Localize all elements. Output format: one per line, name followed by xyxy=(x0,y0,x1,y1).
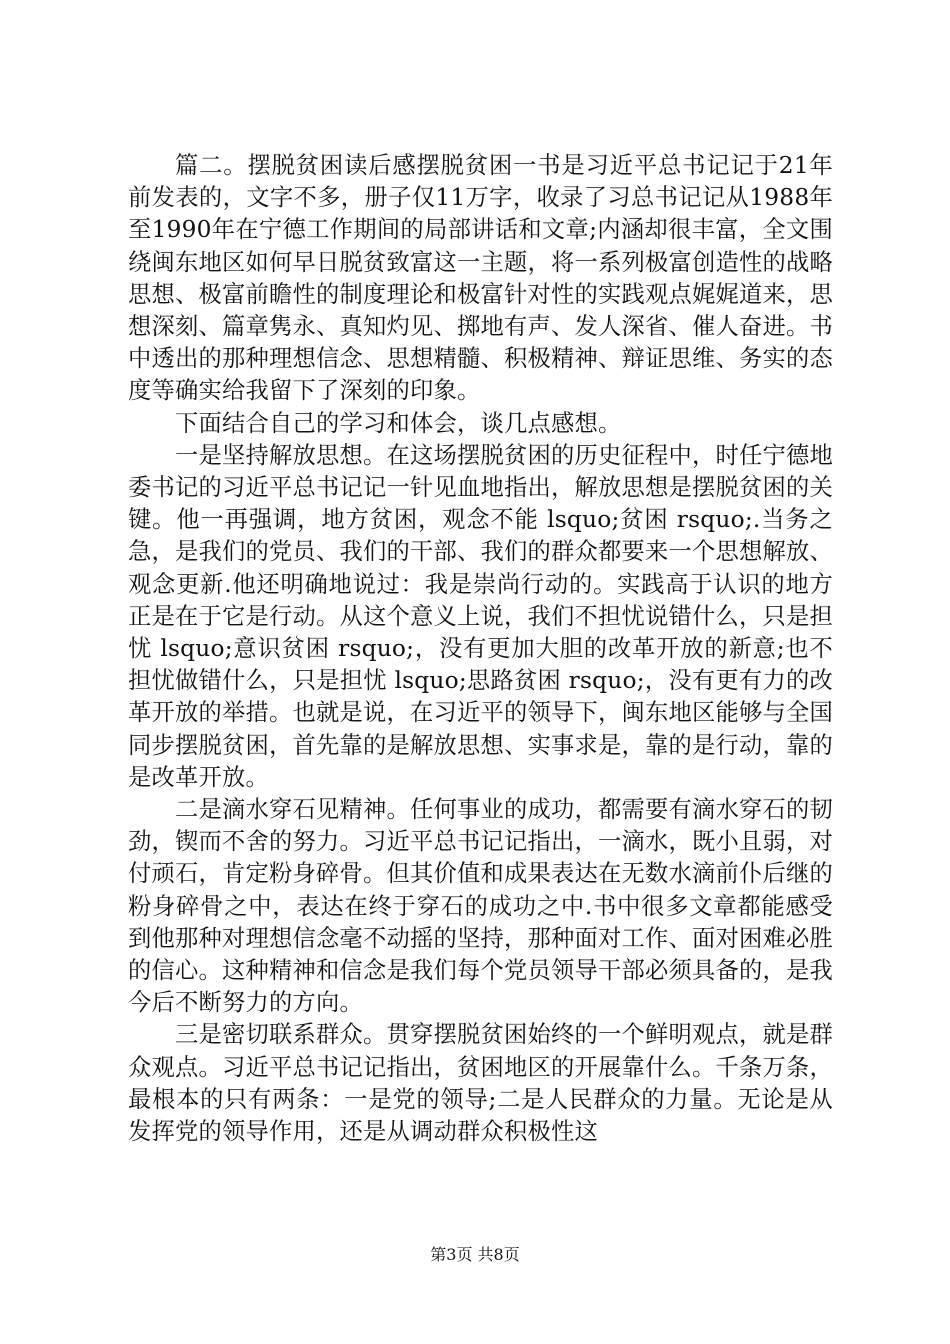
paragraph-point-two: 二是滴水穿石见精神。任何事业的成功，都需要有滴水穿石的韧劲，锲而不舍的努力。习近平总书记记指出，一滴水，既小且弱，对付顽石，肯定粉身碎骨。但其价值和成果表达在无数水滴前仆后继的粉身碎骨之中，表达在终于穿石的成功之中.书中很多文章都能感受到他那种对理想信念毫不动摇的坚持，那种面对工作、面对困难必胜的信心。这种精神和信念是我们每个党员领导干部必须具备的，是我今后不断努力的方向。 xyxy=(128,796,833,1017)
paragraph-point-three: 三是密切联系群众。贯穿摆脱贫困始终的一个鲜明观点，就是群众观点。习近平总书记记指出，贫困地区的开展靠什么。千条万条，最根本的只有两条：一是党的领导;二是人民群众的力量。无论是从发挥党的领导作用，还是从调动群众积极性这 xyxy=(128,1021,833,1146)
page-number: 第3页 共8页 xyxy=(430,1245,520,1264)
paragraph-intro: 篇二。摆脱贫困读后感摆脱贫困一书是习近平总书记记于21年前发表的，文字不多，册子仅11万字，收录了习总书记记从1988年至1990年在宁德工作期间的局部讲话和文章;内涵却很丰富，全文围绕闽东地区如何早日脱贫致富这一主题，将一系列极富创造性的战略思想、极富前瞻性的制度理论和极富针对性的实践观点娓娓道来，思想深刻、篇章隽永、真知灼见、掷地有声、发人深省、催人奋进。书中透出的那种理想信念、思想精髓、积极精神、辩证思维、务实的态度等确实给我留下了深刻的印象。 xyxy=(128,152,833,405)
body-text xyxy=(128,150,833,1148)
page-footer xyxy=(0,1244,950,1266)
paragraph-point-one: 一是坚持解放思想。在这场摆脱贫困的历史征程中，时任宁德地委书记的习近平总书记记一针见血地指出，解放思想是摆脱贫困的关键。他一再强调，地方贫困，观念不能 lsquo;贫困 rsquo;.当务之急，是我们的党员、我们的干部、我们的群众都要来一个思想解放、观念更新.他还明确地说过：我是崇尚行动的。实践高于认识的地方正是在于它是行动。从这个意义上说，我们不担忧说错什么，只是担忧 lsquo;意识贫困 rsquo;，没有更加大胆的改革开放的新意;也不担忧做错什么，只是担忧 lsquo;思路贫困 rsquo;，没有更有力的改革开放的举措。也就是说，在习近平的领导下，闽东地区能够与全国同步摆脱贫困，首先靠的是解放思想、实事求是，靠的是行动，靠的是改革开放。 xyxy=(128,441,833,791)
paragraph-transition: 下面结合自己的学习和体会，谈几点感想。 xyxy=(175,409,622,437)
